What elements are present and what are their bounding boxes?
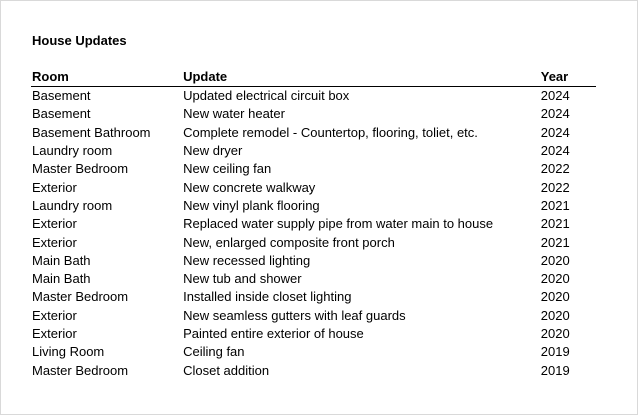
page-title: House Updates [32, 33, 127, 48]
table-row [31, 160, 596, 178]
cell-year: 2022 [540, 179, 570, 195]
cell-year: 2020 [540, 271, 570, 287]
cell-update: New tub and shower [183, 271, 302, 287]
table-row [31, 142, 596, 160]
cell-update: New, enlarged composite front porch [183, 234, 395, 250]
table-row [31, 252, 596, 270]
cell-update: New concrete walkway [183, 179, 316, 195]
cell-update: New vinyl plank flooring [183, 197, 320, 213]
cell-year: 2024 [540, 124, 570, 140]
table-row [31, 343, 596, 361]
cell-update: Installed inside closet lighting [183, 289, 352, 305]
cell-update: New recessed lighting [183, 252, 311, 268]
table-row [31, 361, 596, 379]
cell-room: Master Bedroom [32, 289, 129, 305]
cell-room: Basement [32, 88, 91, 104]
cell-update: Ceiling fan [183, 344, 245, 360]
table-row [31, 197, 596, 215]
cell-update: New dryer [183, 143, 243, 159]
table-header-row [31, 67, 596, 87]
cell-update: Replaced water supply pipe from water main to house [183, 216, 494, 232]
cell-update: New seamless gutters with leaf guards [183, 307, 406, 323]
cell-year: 2021 [540, 197, 570, 213]
cell-year: 2021 [540, 234, 570, 250]
cell-room: Living Room [32, 344, 105, 360]
cell-year: 2019 [540, 362, 570, 378]
cell-room: Exterior [32, 326, 77, 341]
cell-room: Basement Bathroom [32, 124, 151, 140]
table-row [31, 178, 596, 196]
cell-year: 2021 [540, 216, 570, 232]
cell-year: 2019 [540, 344, 570, 360]
table-body [31, 87, 596, 380]
cell-room: Main Bath [32, 271, 91, 287]
table-row [31, 105, 596, 123]
cell-room: Master Bedroom [32, 161, 129, 177]
cell-update: Closet addition [183, 362, 270, 378]
table-row [31, 325, 596, 343]
cell-room: Master Bedroom [32, 362, 129, 378]
cell-room: Exterior [32, 179, 77, 195]
cell-update: Updated electrical circuit box [183, 88, 350, 104]
cell-update: New ceiling fan [183, 161, 272, 177]
house-updates-table [31, 67, 596, 380]
cell-room: Laundry room [32, 197, 113, 213]
cell-room: Exterior [32, 234, 77, 250]
cell-year: 2024 [540, 88, 570, 104]
table-row [31, 215, 596, 233]
cell-year: 2024 [540, 143, 570, 159]
cell-year: 2020 [540, 252, 570, 268]
cell-update: Complete remodel - Countertop, flooring, toliet, etc. [183, 124, 478, 140]
table-row [31, 87, 596, 106]
cell-year: 2020 [540, 326, 570, 341]
column-header-room: Room [31, 67, 182, 87]
table-row [31, 270, 596, 288]
cell-room: Exterior [32, 216, 77, 232]
table-row [31, 233, 596, 251]
cell-year: 2024 [540, 106, 570, 122]
cell-update: New water heater [183, 106, 285, 122]
cell-year: 2022 [540, 161, 570, 177]
table-row [31, 307, 596, 325]
table-row [31, 124, 596, 142]
column-header-update: Update [182, 67, 540, 87]
column-header-year: Year [540, 67, 596, 87]
cell-room: Laundry room [32, 143, 113, 159]
cell-update: Painted entire exterior of house [183, 326, 364, 341]
table-row [31, 288, 596, 306]
cell-room: Exterior [32, 307, 77, 323]
cell-year: 2020 [540, 289, 570, 305]
cell-room: Main Bath [32, 252, 91, 268]
cell-room: Basement [32, 106, 91, 122]
cell-year: 2020 [540, 307, 570, 323]
